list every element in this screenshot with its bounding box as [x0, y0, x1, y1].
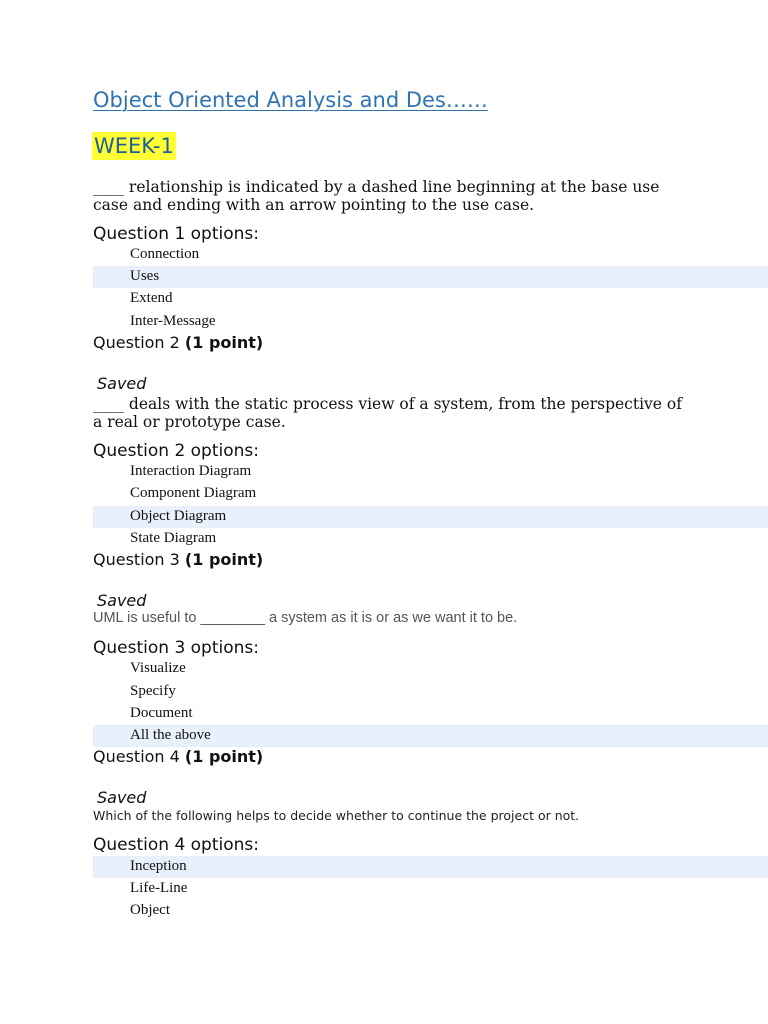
question-4-option[interactable]: Life-Line — [130, 880, 188, 896]
question-2-option[interactable]: Component Diagram — [130, 485, 257, 501]
question-3-heading — [93, 550, 263, 569]
question-1-options-label: Question 1 options: — [93, 224, 259, 244]
question-3-option[interactable]: Specify — [130, 683, 176, 699]
question-2-text: ____ deals with the static process view of a system, from the perspective of a real or prototype case. — [93, 395, 682, 431]
saved-status: Saved — [97, 788, 147, 807]
document-title-link[interactable]: Object Oriented Analysis and Des…… — [93, 88, 488, 112]
question-1-option[interactable]: Extend — [130, 290, 173, 306]
question-1-option[interactable]: Connection — [130, 246, 200, 262]
question-4-text: Which of the following helps to decide whether to continue the project or not. — [93, 808, 580, 823]
question-3-options-label: Question 3 options: — [93, 638, 259, 658]
question-number: Question 4 — [93, 747, 180, 766]
question-points: (1 point) — [184, 550, 264, 569]
question-2-options-label: Question 2 options: — [93, 441, 259, 461]
question-number: Question 3 — [93, 550, 180, 569]
question-3-option[interactable]: Document — [130, 705, 193, 721]
question-4-options-label: Question 4 options: — [93, 835, 259, 855]
question-number: Question 2 — [93, 333, 180, 352]
question-2-option[interactable]: State Diagram — [130, 530, 217, 546]
question-4-option[interactable]: Inception — [130, 858, 187, 874]
question-4-heading — [93, 747, 263, 766]
saved-status: Saved — [97, 591, 147, 610]
question-3-option[interactable]: All the above — [130, 727, 211, 743]
question-points: (1 point) — [184, 333, 264, 352]
saved-status: Saved — [97, 374, 147, 393]
question-1-option[interactable]: Uses — [130, 268, 160, 284]
question-1-option[interactable]: Inter-Message — [130, 313, 216, 329]
question-2-heading — [93, 333, 263, 352]
selected-option-highlight — [93, 856, 768, 878]
question-3-text: UML is useful to ________ a system as it is or as we want it to be. — [93, 610, 518, 626]
question-4-option[interactable]: Object — [130, 902, 170, 918]
question-2-option[interactable]: Object Diagram — [130, 508, 227, 524]
selected-option-highlight — [93, 266, 768, 288]
question-3-option[interactable]: Visualize — [130, 660, 186, 676]
week-heading: WEEK-1 — [94, 134, 174, 158]
question-1-text: ____ relationship is indicated by a dashed line beginning at the base use case and ending with an arrow pointing to the use case. — [93, 178, 660, 214]
question-points: (1 point) — [184, 747, 264, 766]
question-2-option[interactable]: Interaction Diagram — [130, 463, 252, 479]
